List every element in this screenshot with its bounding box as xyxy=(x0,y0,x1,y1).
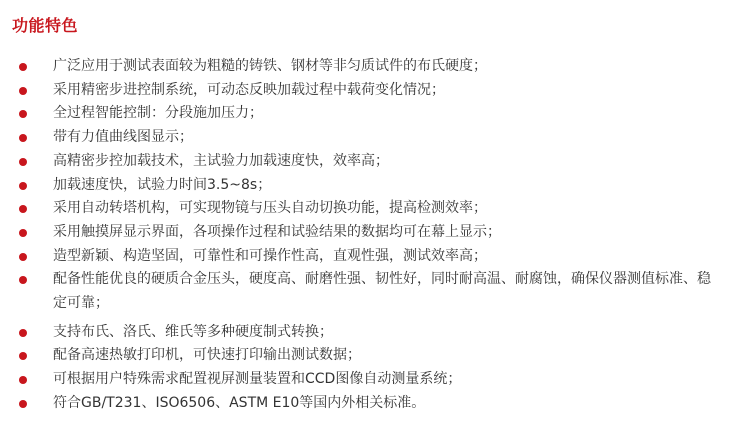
feature-text: 造型新颖、构造坚固，可靠性和可操作性高，直观性强，测试效率高； xyxy=(53,247,487,264)
list-item xyxy=(0,197,750,221)
feature-text: 加载速度快，试验力时间3.5~8s； xyxy=(53,176,272,193)
section-title: 功能特色 xyxy=(12,16,79,35)
feature-text: 高精密步控加载技术，主试验力加载速度快，效率高； xyxy=(53,152,389,169)
list-item xyxy=(0,79,750,103)
bullet-icon xyxy=(19,376,27,384)
list-item xyxy=(0,392,750,416)
bullet-icon xyxy=(19,134,27,142)
feature-text: 采用触摸屏显示界面，各项操作过程和试验结果的数据均可在幕上显示； xyxy=(53,223,501,240)
feature-text: 带有力值曲线图显示； xyxy=(53,129,193,146)
list-item xyxy=(0,221,750,245)
bullet-icon xyxy=(19,400,27,408)
feature-text: 广泛应用于测试表面较为粗糙的铸铁、钢材等非匀质试件的布氏硬度； xyxy=(53,58,487,74)
list-item xyxy=(0,150,750,174)
list-item xyxy=(0,174,750,198)
bullet-icon xyxy=(19,158,27,166)
bullet-icon xyxy=(19,229,27,237)
feature-text: 可根据用户特殊需求配置视屏测量装置和CCD图像自动测量系统； xyxy=(53,371,462,388)
feature-text: 采用自动转塔机构，可实现物镜与压头自动切换功能，提高检测效率； xyxy=(53,200,487,217)
feature-text: 全过程智能控制：分段施加压力； xyxy=(53,105,263,122)
bullet-icon xyxy=(19,329,27,337)
bullet-icon xyxy=(19,276,27,284)
list-item xyxy=(0,268,750,315)
bullet-icon xyxy=(19,205,27,213)
list-item xyxy=(0,344,750,368)
list-item xyxy=(0,245,750,269)
list-item xyxy=(0,368,750,392)
feature-text: 配备性能优良的硬质合金压头，硬度高、耐磨性强、韧性好，同时耐高温、耐腐蚀，确保仪器测值标准、稳定可靠； xyxy=(53,271,711,312)
feature-text: 支持布氏、洛氏、维氏等多种硬度制式转换； xyxy=(53,323,333,340)
feature-text: 采用精密步进控制系统，可动态反映加载过程中载荷变化情况； xyxy=(53,81,445,98)
feature-list xyxy=(0,55,750,416)
list-item xyxy=(0,55,750,79)
bullet-icon xyxy=(19,63,27,71)
bullet-icon xyxy=(19,352,27,360)
bullet-icon xyxy=(19,182,27,190)
list-item xyxy=(0,126,750,150)
feature-text: 符合GB/T231、ISO6506、ASTM E10等国内外相关标准。 xyxy=(53,394,426,411)
list-item xyxy=(0,321,750,345)
list-item xyxy=(0,102,750,126)
bullet-icon xyxy=(19,110,27,118)
feature-text: 配备高速热敏打印机，可快速打印输出测试数据； xyxy=(53,347,361,364)
bullet-icon xyxy=(19,87,27,95)
bullet-icon xyxy=(19,253,27,261)
